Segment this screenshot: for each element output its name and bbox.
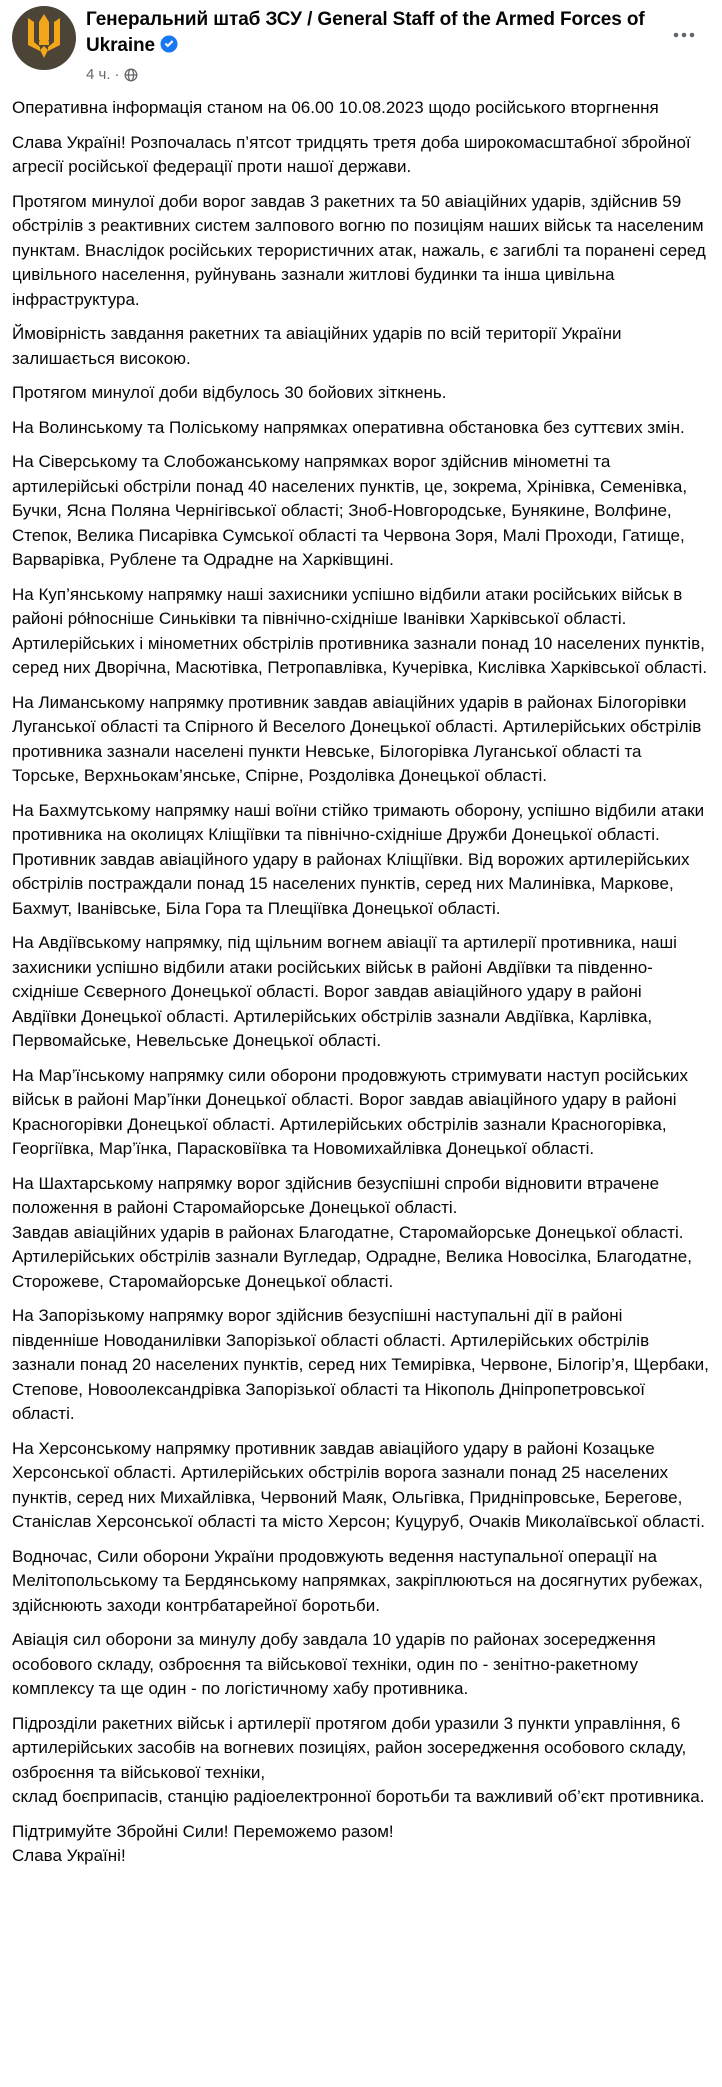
page-name[interactable]: Генеральний штаб ЗСУ / General Staff of the Armed Forces of Ukraine	[86, 9, 645, 56]
verified-badge-icon	[160, 35, 178, 61]
page-avatar[interactable]	[12, 6, 76, 70]
post-paragraph: На Мар’їнському напрямку сили оборони продовжують стримувати наступ російських військ в районі Мар’їнки Донецької області. Ворог завдав авіаційного удару в районі Красногорівки Донецької області. Артилерійських обстрілів зазнали Красногорівка, Георгіївка, Мар’їнка, Парасковіївка та Новомихайлівка Донецької області.	[12, 1065, 689, 1158]
post-paragraph: На Бахмутському напрямку наші воїни стійко тримають оборону, успішно відбили атаки противника на околицях Кліщіївки та північно-східніше Дружби Донецької області. Противник завдав авіаційного удару в районах Кліщіївки. Від ворожих артилерійських обстрілів постраждали понад 15 населених пунктів, серед них Малинівка, Маркове, Бахмут, Іванівське, Біла Гора та Плещіївка Донецької області.	[12, 800, 705, 918]
post-paragraph: На Авдіївському напрямку, під щільним вогнем авіації та артилерії противника, наші захисники успішно відбили атаки російських військ в районі Авдіївки та південно-східніше Сєверного Донецької області. Ворог завдав авіаційного удару в районі Авдіївки Донецької області. Артилерійських обстрілів зазнали Авдіївка, Карлівка, Первомайське, Невельське Донецької області.	[12, 933, 677, 1050]
post-text	[12, 94, 710, 1869]
header-text-block	[86, 6, 646, 84]
post-paragraph: Підтримуйте Збройні Сили! Переможемо разом! Слава Україні!	[12, 1821, 394, 1865]
post-paragraph: Оперативна інформація станом на 06.00 10.08.2023 щодо російського вторгнення	[12, 98, 659, 117]
more-options-button[interactable]	[668, 22, 700, 46]
meta-separator: ·	[114, 66, 120, 83]
post-paragraph: Водночас, Сили оборони України продовжують ведення наступальної операції на Мелітопольському та Бердянському напрямках, закріплюються на досягнутих рубежах, здійснюють заходи контрбатарейної боротьби.	[12, 1546, 703, 1615]
post-paragraph: Протягом минулої доби ворог завдав 3 ракетних та 50 авіаційних ударів, здійснив 59 обстрілів з реактивних систем залпового вогню по позиціям наших військ та населеним пунктам. Внаслідок російських терористичних атак, нажаль, є загиблі та поранені серед цивільного населення, руйнувань зазнали житлові будинки та інша цивільна інфраструктура.	[12, 191, 706, 309]
trident-emblem-icon	[24, 14, 64, 63]
globe-icon	[124, 68, 138, 82]
post-meta	[86, 65, 646, 84]
post-timestamp[interactable]: 4 ч.	[86, 66, 111, 83]
post-paragraph: На Волинському та Поліському напрямках оперативна обстановка без суттєвих змін.	[12, 417, 685, 437]
page-name-line	[86, 7, 646, 61]
post-paragraph: Протягом минулої доби відбулось 30 бойових зіткнень.	[12, 383, 447, 402]
post-paragraph: На Куп’янському напрямку наші захисники успішно відбили атаки російських військ в районі północніше Синьківки та північно-східніше Іванівки Харківської області. Артилерійських і мінометних обстрілів противника зазнали понад 10 населених пунктів, серед них Дворічна, Масютівка, Петропавлівка, Кучерівка, Кислівка Харківської області.	[12, 584, 708, 677]
post-paragraph: Ймовірність завдання ракетних та авіаційних ударів по всій території України залишається високою.	[12, 324, 622, 368]
post-paragraph: На Лиманському напрямку противник завдав авіаційних ударів в районах Білогорівки Луганської області та Спірного й Веселого Донецької області. Артилерійських обстрілів противника зазнали населені пункти Невське, Білогорівка Луганської області та Торське, Верхньокам’янське, Спірне, Роздолівка Донецької області.	[12, 692, 702, 785]
post-paragraph: Підрозділи ракетних військ і артилерії протягом доби уразили 3 пункти управління, 6 артилерійських засобів на вогневих позиціях, район зосередження особового складу, озброєння та військової техніки, склад боєприпасів, станцію радіоелектронної боротьби та важливий об’єкт противника.	[12, 1713, 705, 1806]
post-paragraph: На Запорізькому напрямку ворог здійснив безуспішні наступальні дії в районі південніше Новоданилівки Запорізької області області. Артилерійських обстрілів зазнали понад 20 населених пунктів, серед них Темирівка, Червоне, Білогір’я, Щербаки, Степове, Новоолександрівка Запорізької області та Нікополь Дніпропетровської області.	[12, 1306, 709, 1423]
post-paragraph: Авіація сил оборони за минулу добу завдала 10 ударів по районах зосередження особового складу, озброєння та військової техніки, один по - зенітно-ракетному комплексу та ще один - по логістичному хабу противника.	[12, 1630, 656, 1698]
post-header	[12, 6, 710, 84]
ellipsis-icon	[673, 25, 695, 43]
post-paragraph: На Шахтарському напрямку ворог здійснив безуспішні спроби відновити втрачене положення в районі Старомайорське Донецької області. Завдав авіаційних ударів в районах Благодатне, Старомайорське Донецької області. Артилерійських обстрілів зазнали Вугледар, Одрадне, Велика Новосілка, Благодатне, Сторожеве, Старомайорське Донецької області.	[12, 1173, 692, 1291]
post-paragraph: На Сіверському та Слобожанському напрямках ворог здійснив мінометні та артилерійські обстріли понад 40 населених пунктів, це, зокрема, Хрінівка, Семенівка, Бучки, Ясна Поляна Чернігівської області; Зноб-Новгородське, Бунякине, Волфине, Степок, Велика Писарівка Сумської області та Червона Зоря, Малі Проходи, Гатище, Варварівка, Рублене та Одрадне на Харківщині.	[12, 452, 688, 569]
post-paragraph: Слава Україні! Розпочалась п’ятсот тридцять третя доба широкомасштабної збройної агресії російської федерації проти нашої держави.	[12, 132, 691, 176]
post-paragraph: На Херсонському напрямку противник завдав авіаційого удару в районі Козацьке Херсонської області. Артилерійських обстрілів ворога зазнали понад 25 населених пунктів, серед них Михайлівка, Червоний Маяк, Ольгівка, Придніпровське, Берегове, Станіслав Херсонської області та місто Херсон; Куцуруб, Очаків Миколаївської області.	[12, 1438, 705, 1531]
